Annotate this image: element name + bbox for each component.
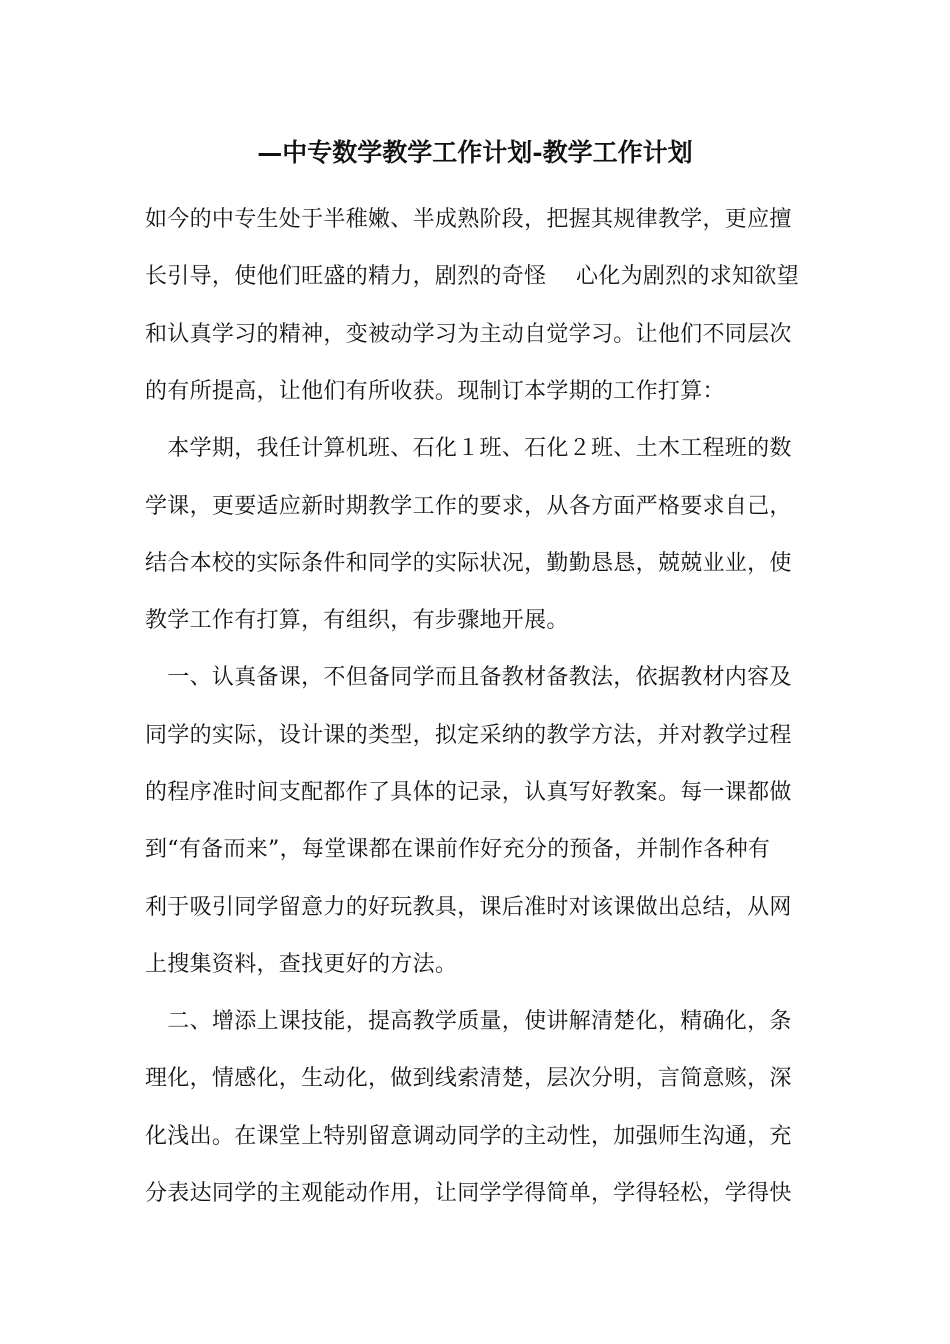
body-line-16: 理化，情感化，生动化，做到线索清楚，层次分明，言简意赅，深 xyxy=(145,1066,792,1091)
body-line-9: 一、认真备课，不但备同学而且备教材备教法，依据教材内容及 xyxy=(145,665,792,690)
body-line-10: 同学的实际，设计课的类型，拟定采纳的教学方法，并对教学过程 xyxy=(145,723,792,748)
body-line-3: 和认真学习的精神，变被动学习为主动自觉学习。让他们不同层次 xyxy=(145,322,792,347)
body-line-2: 长引导，使他们旺盛的精力，剧烈的奇怪 心化为剧烈的求知欲望 xyxy=(145,264,799,289)
body-line-13: 利于吸引同学留意力的好玩教具，课后准时对该课做出总结，从网 xyxy=(145,895,792,920)
body-line-14: 上搜集资料，查找更好的方法。 xyxy=(145,952,458,977)
document-title: —中专数学教学工作计划-教学工作计划 xyxy=(257,138,693,167)
body-line-8: 教学工作有打算，有组织，有步骤地开展。 xyxy=(145,608,569,633)
body-line-15: 二、增添上课技能，提高教学质量，使讲解清楚化，精确化，条 xyxy=(145,1009,792,1034)
body-line-12: 到“有备而来”，每堂课都在课前作好充分的预备，并制作各种有 xyxy=(145,837,771,862)
body-line-17: 化浅出。在课堂上特别留意调动同学的主动性，加强师生沟通，充 xyxy=(145,1124,792,1149)
body-line-7: 结合本校的实际条件和同学的实际状况，勤勤恳恳，兢兢业业，使 xyxy=(145,551,792,576)
body-line-1: 如今的中专生处于半稚嫩、半成熟阶段，把握其规律教学，更应擅 xyxy=(145,207,792,232)
body-line-6: 学课，更要适应新时期教学工作的要求，从各方面严格要求自己， xyxy=(145,494,792,519)
body-line-11: 的程序准时间支配都作了具体的记录，认真写好教案。每一课都做 xyxy=(145,780,792,805)
body-line-18: 分表达同学的主观能动作用，让同学学得简单，学得轻松，学得快 xyxy=(145,1181,792,1206)
body-line-5: 本学期，我任计算机班、石化１班、石化２班、土木工程班的数 xyxy=(145,436,792,461)
body-line-4: 的有所提高，让他们有所收获。现制订本学期的工作打算： xyxy=(145,379,725,404)
